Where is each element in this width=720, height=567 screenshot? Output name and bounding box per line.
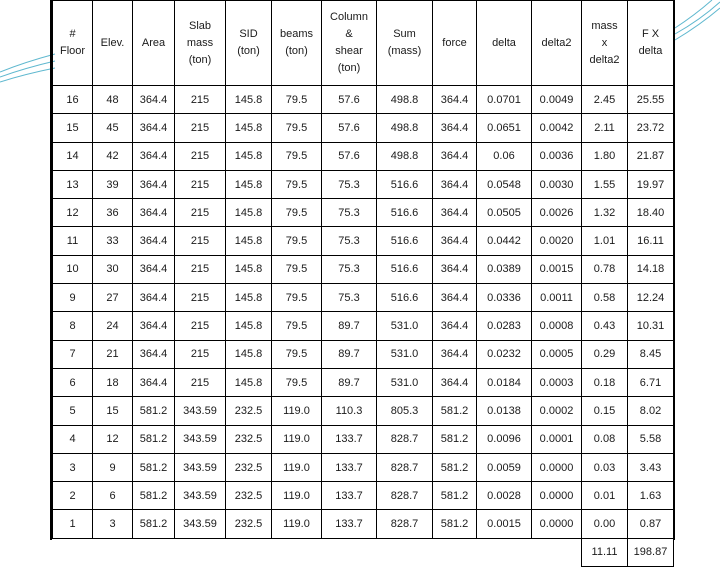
table-cell: 1.55 (582, 170, 628, 198)
column-header (133, 1, 175, 86)
table-cell: 79.5 (272, 312, 322, 340)
table-cell: 36 (93, 199, 133, 227)
column-header-line: (ton) (188, 53, 212, 66)
table-cell: 364.4 (133, 86, 175, 114)
table-cell: 6 (53, 368, 93, 396)
column-header (175, 1, 226, 86)
table-cell: 215 (175, 284, 226, 312)
column-header (93, 1, 133, 86)
column-header (377, 1, 433, 86)
table-cell: 145.8 (226, 142, 272, 170)
table-cell: 24 (93, 312, 133, 340)
table-cell: 119.0 (272, 425, 322, 453)
table-cell: 0.0232 (477, 340, 532, 368)
table-cell: 0.0505 (477, 199, 532, 227)
table-row (53, 368, 674, 396)
table-cell: 18.40 (628, 199, 674, 227)
column-header-line: mass (186, 36, 214, 49)
table-cell: 6 (93, 482, 133, 510)
table-row (53, 397, 674, 425)
table-cell: 15 (93, 397, 133, 425)
table-cell: 364.4 (433, 170, 477, 198)
totals-row (53, 538, 674, 566)
table-cell: 828.7 (377, 425, 433, 453)
table-cell: 828.7 (377, 482, 433, 510)
table-cell: 16 (53, 86, 93, 114)
table-cell: 0.01 (582, 482, 628, 510)
column-header-line: shear (335, 45, 363, 57)
table-cell: 8 (53, 312, 93, 340)
table-cell: 75.3 (322, 199, 377, 227)
column-header-line: delta2 (589, 53, 620, 66)
table-cell: 364.4 (433, 227, 477, 255)
column-header-line: force (442, 36, 467, 49)
table-cell: 364.4 (133, 227, 175, 255)
table-cell: 581.2 (133, 482, 175, 510)
table-cell: 0.06 (477, 142, 532, 170)
table-cell: 0.18 (582, 368, 628, 396)
table-cell: 57.6 (322, 142, 377, 170)
total-cell: 198.87 (628, 538, 674, 566)
table-cell: 145.8 (226, 340, 272, 368)
column-header-line: Column (330, 11, 368, 23)
table-cell: 364.4 (133, 312, 175, 340)
table-cell: 581.2 (133, 510, 175, 538)
column-header-line: (ton) (285, 45, 308, 57)
table-cell: 1.80 (582, 142, 628, 170)
column-header (272, 1, 322, 86)
table-cell: 57.6 (322, 114, 377, 142)
column-header-line: delta (492, 36, 516, 49)
table-cell: 0.0036 (532, 142, 582, 170)
table-cell: 1.01 (582, 227, 628, 255)
table-cell: 581.2 (433, 510, 477, 538)
table-cell: 232.5 (226, 425, 272, 453)
table-cell: 0.43 (582, 312, 628, 340)
table-cell: 1 (53, 510, 93, 538)
table-cell: 343.59 (175, 397, 226, 425)
table-cell: 0.0042 (532, 114, 582, 142)
table-cell: 14 (53, 142, 93, 170)
table-cell: 232.5 (226, 510, 272, 538)
table-cell: 0.08 (582, 425, 628, 453)
table-cell: 10 (53, 255, 93, 283)
table-cell: 3.43 (628, 453, 674, 481)
table-cell: 79.5 (272, 227, 322, 255)
table-cell: 12 (53, 199, 93, 227)
table-cell: 215 (175, 368, 226, 396)
table-cell: 0.0000 (532, 453, 582, 481)
table-cell: 39 (93, 170, 133, 198)
column-header (582, 1, 628, 86)
table-cell: 9 (53, 284, 93, 312)
table-cell: 0.0011 (532, 284, 582, 312)
table-cell: 232.5 (226, 397, 272, 425)
table-row (53, 284, 674, 312)
table-cell: 145.8 (226, 227, 272, 255)
table-cell: 232.5 (226, 482, 272, 510)
table-cell: 9 (93, 453, 133, 481)
table-cell: 119.0 (272, 397, 322, 425)
table-cell: 7 (53, 340, 93, 368)
table-cell: 145.8 (226, 312, 272, 340)
column-header (53, 1, 93, 86)
table-cell: 145.8 (226, 199, 272, 227)
table-cell: 581.2 (133, 453, 175, 481)
table-cell: 145.8 (226, 284, 272, 312)
table-cell: 215 (175, 227, 226, 255)
table-cell: 79.5 (272, 284, 322, 312)
table-row (53, 170, 674, 198)
table-cell: 8.02 (628, 397, 674, 425)
table-cell: 364.4 (433, 114, 477, 142)
table-cell: 75.3 (322, 170, 377, 198)
table-cell: 79.5 (272, 170, 322, 198)
table-row (53, 340, 674, 368)
table-cell: 45 (93, 114, 133, 142)
table-cell: 531.0 (377, 340, 433, 368)
table-cell: 48 (93, 86, 133, 114)
table-cell: 119.0 (272, 453, 322, 481)
table-cell: 531.0 (377, 368, 433, 396)
table-cell: 0.0001 (532, 425, 582, 453)
table-cell: 364.4 (133, 170, 175, 198)
table-row (53, 114, 674, 142)
table-cell: 3 (93, 510, 133, 538)
table-cell: 0.00 (582, 510, 628, 538)
table-cell: 0.0003 (532, 368, 582, 396)
table-cell: 364.4 (133, 340, 175, 368)
table-cell: 0.0008 (532, 312, 582, 340)
table-cell: 57.6 (322, 86, 377, 114)
table-cell: 27 (93, 284, 133, 312)
table-row (53, 142, 674, 170)
table-cell: 0.03 (582, 453, 628, 481)
table-row (53, 312, 674, 340)
table-cell: 0.0059 (477, 453, 532, 481)
table-cell: 215 (175, 255, 226, 283)
table-cell: 215 (175, 86, 226, 114)
table-cell: 3 (53, 453, 93, 481)
table-cell: 516.6 (377, 284, 433, 312)
table-cell: 0.15 (582, 397, 628, 425)
table-cell: 89.7 (322, 312, 377, 340)
table-cell: 0.0026 (532, 199, 582, 227)
table-cell: 516.6 (377, 170, 433, 198)
table-cell: 4 (53, 425, 93, 453)
table-cell: 133.7 (322, 453, 377, 481)
table-cell: 145.8 (226, 368, 272, 396)
table-cell: 79.5 (272, 368, 322, 396)
table-row (53, 425, 674, 453)
table-cell: 498.8 (377, 142, 433, 170)
table-cell: 16.11 (628, 227, 674, 255)
table-cell: 343.59 (175, 425, 226, 453)
column-header-line: # (69, 28, 76, 40)
table-cell: 79.5 (272, 114, 322, 142)
column-header (433, 1, 477, 86)
table-row (53, 482, 674, 510)
table-cell: 42 (93, 142, 133, 170)
table-cell: 364.4 (133, 255, 175, 283)
table-cell: 0.0015 (532, 255, 582, 283)
table-cell: 1.63 (628, 482, 674, 510)
column-header-line: SID (239, 28, 258, 40)
total-cell: 11.11 (582, 538, 628, 566)
table-cell: 30 (93, 255, 133, 283)
table-cell: 6.71 (628, 368, 674, 396)
table-cell: 75.3 (322, 255, 377, 283)
table-cell: 133.7 (322, 510, 377, 538)
table-cell: 23.72 (628, 114, 674, 142)
table-cell: 364.4 (133, 114, 175, 142)
table-cell: 343.59 (175, 453, 226, 481)
table-cell: 33 (93, 227, 133, 255)
table-cell: 119.0 (272, 482, 322, 510)
table-cell: 0.29 (582, 340, 628, 368)
table-cell: 2.45 (582, 86, 628, 114)
table-row (53, 199, 674, 227)
column-header-line: x (601, 36, 608, 49)
table-cell: 133.7 (322, 425, 377, 453)
table-cell: 364.4 (433, 312, 477, 340)
table-cell: 21.87 (628, 142, 674, 170)
table-cell: 364.4 (133, 142, 175, 170)
table-row (53, 255, 674, 283)
data-table (52, 0, 674, 567)
table-cell: 12.24 (628, 284, 674, 312)
table-row (53, 510, 674, 538)
table-cell: 5 (53, 397, 93, 425)
column-header-line: Floor (59, 45, 86, 57)
table-cell: 21 (93, 340, 133, 368)
table-cell: 581.2 (433, 425, 477, 453)
table-cell: 0.0138 (477, 397, 532, 425)
table-cell: 516.6 (377, 255, 433, 283)
column-header-line: beams (279, 28, 314, 40)
table-cell: 89.7 (322, 340, 377, 368)
table-cell: 0.0548 (477, 170, 532, 198)
table-cell: 119.0 (272, 510, 322, 538)
table-cell: 25.55 (628, 86, 674, 114)
table-row (53, 453, 674, 481)
column-header-line: delta (638, 45, 663, 57)
totals-spacer (53, 538, 582, 566)
column-header-line: (ton) (237, 45, 260, 57)
table-cell: 2.11 (582, 114, 628, 142)
table-cell: 0.0002 (532, 397, 582, 425)
table-cell: 0.58 (582, 284, 628, 312)
table-cell: 79.5 (272, 340, 322, 368)
table-cell: 0.0028 (477, 482, 532, 510)
column-header-line: Elev. (100, 36, 125, 49)
table-cell: 516.6 (377, 199, 433, 227)
table-cell: 343.59 (175, 510, 226, 538)
table-cell: 364.4 (433, 284, 477, 312)
column-header (532, 1, 582, 86)
column-header-line: F X (641, 28, 660, 40)
table-cell: 110.3 (322, 397, 377, 425)
column-header-line: delta2 (541, 36, 572, 49)
table-cell: 145.8 (226, 170, 272, 198)
table-cell: 133.7 (322, 482, 377, 510)
table-cell: 215 (175, 199, 226, 227)
table-cell: 498.8 (377, 86, 433, 114)
table-cell: 364.4 (133, 199, 175, 227)
table-cell: 0.0096 (477, 425, 532, 453)
header-row (53, 1, 674, 86)
table-cell: 0.0000 (532, 482, 582, 510)
table-cell: 15 (53, 114, 93, 142)
table-cell: 5.58 (628, 425, 674, 453)
table-cell: 2 (53, 482, 93, 510)
column-header (477, 1, 532, 86)
table-cell: 828.7 (377, 510, 433, 538)
table-cell: 828.7 (377, 453, 433, 481)
table-cell: 75.3 (322, 227, 377, 255)
table-cell: 89.7 (322, 368, 377, 396)
table-cell: 531.0 (377, 312, 433, 340)
table-cell: 0.0701 (477, 86, 532, 114)
table-cell: 0.0049 (532, 86, 582, 114)
table-cell: 0.0020 (532, 227, 582, 255)
table-cell: 516.6 (377, 227, 433, 255)
table-cell: 0.87 (628, 510, 674, 538)
column-header-line: (mass) (387, 45, 422, 57)
table-cell: 0.78 (582, 255, 628, 283)
table-cell: 75.3 (322, 284, 377, 312)
table-cell: 0.0283 (477, 312, 532, 340)
table-frame (50, 0, 675, 559)
table-cell: 215 (175, 170, 226, 198)
column-header-line: & (345, 28, 353, 40)
table-cell: 0.0005 (532, 340, 582, 368)
table-cell: 10.31 (628, 312, 674, 340)
column-header-line: Sum (393, 28, 416, 40)
table-cell: 14.18 (628, 255, 674, 283)
table-cell: 215 (175, 340, 226, 368)
table-cell: 18 (93, 368, 133, 396)
table-cell: 79.5 (272, 86, 322, 114)
table-cell: 0.0015 (477, 510, 532, 538)
table-cell: 215 (175, 114, 226, 142)
table-cell: 364.4 (433, 199, 477, 227)
table-cell: 364.4 (433, 340, 477, 368)
table-cell: 364.4 (433, 368, 477, 396)
table-cell: 79.5 (272, 255, 322, 283)
table-cell: 0.0651 (477, 114, 532, 142)
table-cell: 19.97 (628, 170, 674, 198)
table-cell: 0.0000 (532, 510, 582, 538)
table-cell: 79.5 (272, 199, 322, 227)
table-cell: 364.4 (433, 255, 477, 283)
table-cell: 12 (93, 425, 133, 453)
table-cell: 364.4 (433, 86, 477, 114)
column-header-line: Area (141, 36, 166, 49)
table-cell: 364.4 (133, 284, 175, 312)
table-cell: 215 (175, 312, 226, 340)
table-cell: 232.5 (226, 453, 272, 481)
column-header (322, 1, 377, 86)
column-header (628, 1, 674, 86)
table-cell: 1.32 (582, 199, 628, 227)
table-cell: 145.8 (226, 86, 272, 114)
table-cell: 364.4 (133, 368, 175, 396)
table-cell: 364.4 (433, 142, 477, 170)
table-cell: 0.0030 (532, 170, 582, 198)
table-cell: 0.0389 (477, 255, 532, 283)
table-cell: 8.45 (628, 340, 674, 368)
table-cell: 581.2 (133, 397, 175, 425)
table-cell: 581.2 (433, 397, 477, 425)
table-cell: 581.2 (433, 453, 477, 481)
table-cell: 0.0184 (477, 368, 532, 396)
column-header-line: Slab (188, 19, 212, 32)
column-header-line: mass (591, 19, 618, 32)
table-cell: 11 (53, 227, 93, 255)
table-cell: 498.8 (377, 114, 433, 142)
table-cell: 0.0336 (477, 284, 532, 312)
table-cell: 13 (53, 170, 93, 198)
table-cell: 581.2 (433, 482, 477, 510)
column-header-line: (ton) (337, 62, 361, 74)
table-cell: 0.0442 (477, 227, 532, 255)
table-cell: 581.2 (133, 425, 175, 453)
table-cell: 79.5 (272, 142, 322, 170)
table-row (53, 86, 674, 114)
table-cell: 343.59 (175, 482, 226, 510)
column-header (226, 1, 272, 86)
table-cell: 145.8 (226, 255, 272, 283)
table-row (53, 227, 674, 255)
table-cell: 215 (175, 142, 226, 170)
table-cell: 145.8 (226, 114, 272, 142)
table-cell: 805.3 (377, 397, 433, 425)
